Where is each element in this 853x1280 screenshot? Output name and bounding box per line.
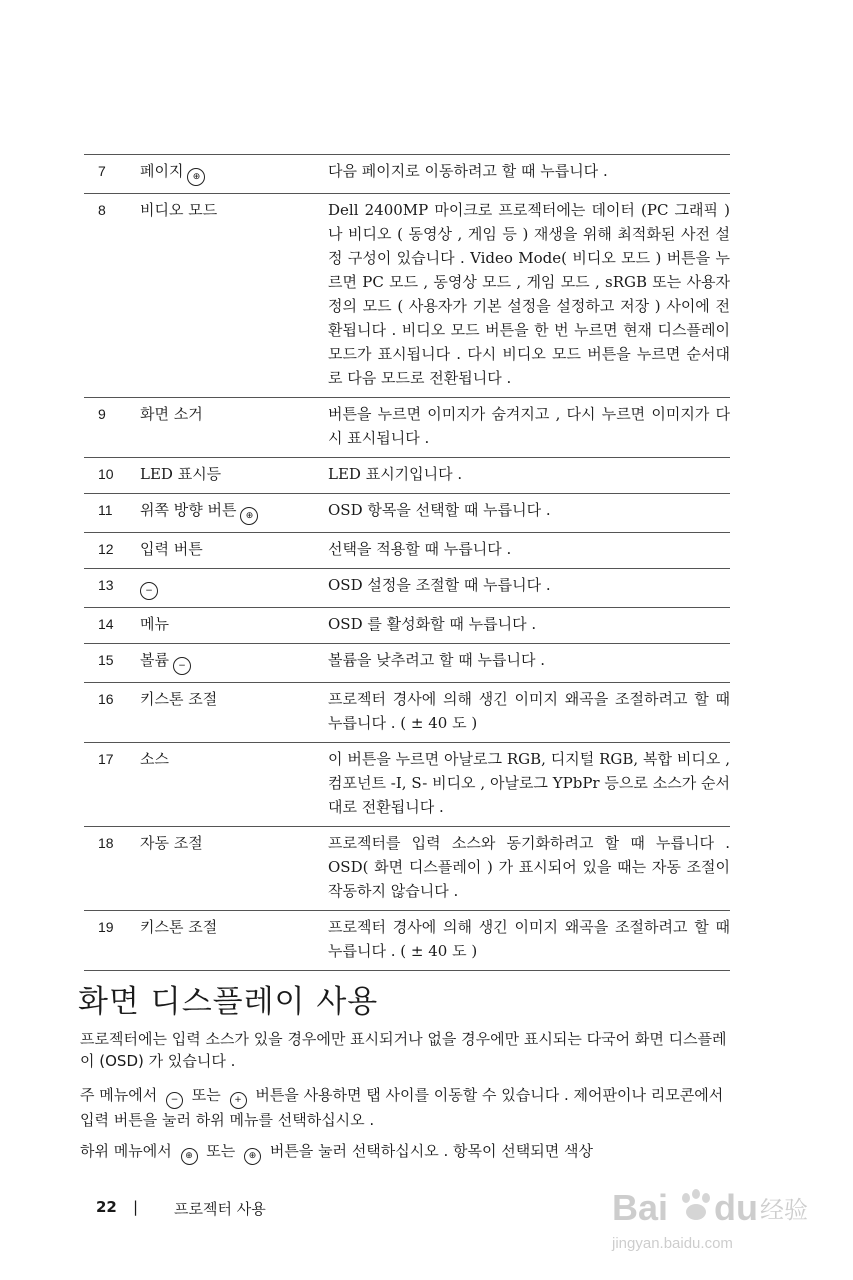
button-description: OSD 항목을 선택할 때 누릅니다 .	[328, 494, 730, 533]
button-name-cell	[140, 155, 328, 194]
button-description: OSD 를 활성화할 때 누릅니다 .	[328, 608, 730, 644]
row-number: 18	[84, 827, 140, 911]
main-menu-text-or: 또는	[191, 1086, 221, 1104]
row-number: 16	[84, 683, 140, 743]
plus-button-icon: +	[230, 1092, 247, 1109]
button-description: Dell 2400MP 마이크로 프로젝터에는 데이터 (PC 그래픽 ) 나 비디오 ( 동영상 , 게임 등 ) 재생을 위해 최적화된 사전 설정 구성이 있습니다 . Video Mode( 비디오 모드 ) 버튼을 누르면 PC 모드 , 동영상 모드 , 게임 모드 , sRGB 또는 사용자 정의 모드 ( 사용자가 기본 설정을 설정하고 저장 ) 사이에 전환됩니다 . 비디오 모드 버튼을 한 번 누르면 현재 디스플레이 모드가 표시됩니다 . 다시 비디오 모드 버튼을 누르면 순서대로 다음 모드로 전환됩니다 .	[328, 194, 730, 398]
button-name-cell	[140, 683, 328, 743]
minus-button-icon: −	[140, 582, 158, 600]
watermark-brand: Bai	[612, 1187, 669, 1228]
baidu-jingyan-watermark	[610, 1176, 810, 1256]
sub-menu-text-start: 하위 메뉴에서	[80, 1142, 172, 1160]
up-button-icon: ⊕	[181, 1148, 198, 1165]
sub-menu-text-end: 버튼을 눌러 선택하십시오 . 항목이 선택되면 색상	[269, 1142, 594, 1160]
row-number: 17	[84, 743, 140, 827]
main-menu-text-start: 주 메뉴에서	[80, 1086, 158, 1104]
row-number: 8	[84, 194, 140, 398]
button-name-cell	[140, 398, 328, 458]
footer-chapter-title: 프로젝터 사용	[174, 1200, 266, 1218]
minus-button-icon: −	[166, 1092, 183, 1109]
button-name: 입력 버튼	[140, 540, 203, 558]
button-name: LED 표시등	[140, 465, 222, 483]
main-menu-text-end: 버튼을 사용하면 탭 사이를 이동할 수 있습니다 . 제어판이나 리모콘에서 입력 버튼을 눌러 하위 메뉴를 선택하십시오 .	[80, 1086, 724, 1129]
table-row	[84, 644, 730, 683]
button-description: 선택을 적용할 때 누릅니다 .	[328, 533, 730, 569]
arrow-button-icon: ⊕	[240, 507, 258, 525]
button-name-cell	[140, 911, 328, 971]
row-number: 7	[84, 155, 140, 194]
button-description: 다음 페이지로 이동하려고 할 때 누릅니다 .	[328, 155, 730, 194]
minus-button-icon: −	[173, 657, 191, 675]
button-name: 키스톤 조절	[140, 918, 218, 936]
button-description: LED 표시기입니다 .	[328, 458, 730, 494]
table-row	[84, 608, 730, 644]
sub-menu-text-or: 또는	[206, 1142, 236, 1160]
button-description: 프로젝터를 입력 소스와 동기화하려고 할 때 누릅니다 . OSD( 화면 디스플레이 ) 가 표시되어 있을 때는 자동 조절이 작동하지 않습니다 .	[328, 827, 730, 911]
button-name-cell	[140, 494, 328, 533]
button-name: 볼륨	[140, 651, 169, 669]
button-description-table	[84, 154, 730, 971]
button-name-cell	[140, 644, 328, 683]
page-number: 22	[96, 1198, 117, 1216]
button-name: 화면 소거	[140, 405, 203, 423]
button-description: 이 버튼을 누르면 아날로그 RGB, 디지털 RGB, 복합 비디오 , 컴포넌트 -I, S- 비디오 , 아날로그 YPbPr 등으로 소스가 순서대로 전환됩니다 .	[328, 743, 730, 827]
table-row	[84, 194, 730, 398]
row-number: 10	[84, 458, 140, 494]
button-name-cell	[140, 743, 328, 827]
watermark-url: jingyan.baidu.com	[612, 1235, 733, 1252]
button-name: 위쪽 방향 버튼	[140, 501, 237, 519]
button-description: OSD 설정을 조절할 때 누릅니다 .	[328, 569, 730, 608]
button-description: 볼륨을 낮추려고 할 때 누릅니다 .	[328, 644, 730, 683]
footer-separator: |	[133, 1198, 139, 1216]
button-name: 자동 조절	[140, 834, 203, 852]
table-row	[84, 743, 730, 827]
button-name-cell	[140, 569, 328, 608]
paw-icon	[682, 1189, 710, 1220]
row-number: 19	[84, 911, 140, 971]
button-name-cell	[140, 827, 328, 911]
row-number: 15	[84, 644, 140, 683]
main-menu-paragraph	[80, 1084, 736, 1131]
watermark-brand-suffix: du	[714, 1187, 758, 1228]
section-heading: 화면 디스플레이 사용	[78, 984, 379, 1020]
table-row	[84, 533, 730, 569]
button-name-cell	[140, 533, 328, 569]
row-number: 9	[84, 398, 140, 458]
table-row	[84, 911, 730, 971]
button-name-cell	[140, 458, 328, 494]
table-row	[84, 683, 730, 743]
table-row	[84, 569, 730, 608]
button-name: 소스	[140, 750, 169, 768]
button-name: 메뉴	[140, 615, 169, 633]
row-number: 14	[84, 608, 140, 644]
table-row	[84, 827, 730, 911]
osd-intro-paragraph: 프로젝터에는 입력 소스가 있을 경우에만 표시되거나 없을 경우에만 표시되는 다국어 화면 디스플레이 (OSD) 가 있습니다 .	[80, 1030, 727, 1070]
button-name-cell	[140, 608, 328, 644]
table-row	[84, 155, 730, 194]
button-name: 키스톤 조절	[140, 690, 218, 708]
table-row	[84, 458, 730, 494]
table-row	[84, 494, 730, 533]
watermark-label: 经验	[760, 1196, 808, 1224]
sub-menu-paragraph	[80, 1140, 736, 1165]
table-row	[84, 398, 730, 458]
button-name: 비디오 모드	[140, 201, 218, 219]
down-button-icon: ⊕	[244, 1148, 261, 1165]
button-description: 버튼을 누르면 이미지가 숨겨지고 , 다시 누르면 이미지가 다시 표시됩니다 .	[328, 398, 730, 458]
row-number: 11	[84, 494, 140, 533]
button-name: 페이지	[140, 162, 184, 180]
arrow-button-icon: ⊕	[187, 168, 205, 186]
row-number: 13	[84, 569, 140, 608]
row-number: 12	[84, 533, 140, 569]
button-description: 프로젝터 경사에 의해 생긴 이미지 왜곡을 조절하려고 할 때 누릅니다 . ( ± 40 도 )	[328, 683, 730, 743]
button-description: 프로젝터 경사에 의해 생긴 이미지 왜곡을 조절하려고 할 때 누릅니다 . ( ± 40 도 )	[328, 911, 730, 971]
button-name-cell	[140, 194, 328, 398]
